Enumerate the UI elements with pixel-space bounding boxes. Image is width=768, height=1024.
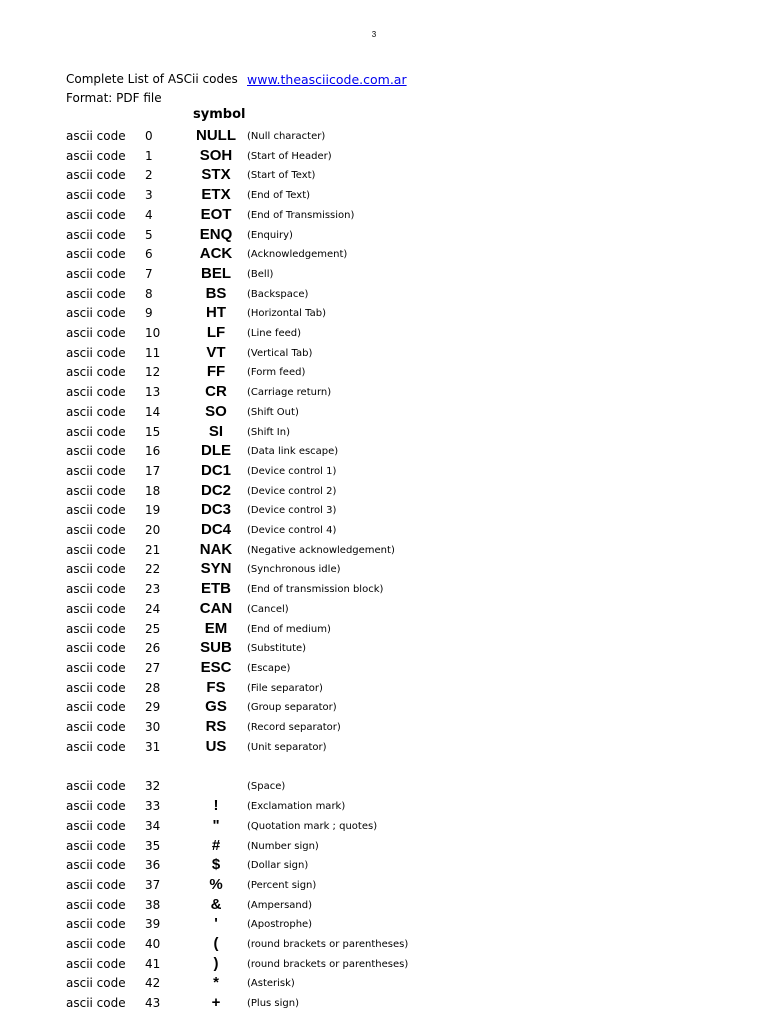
table-row (0, 442, 768, 462)
code-symbol: ESC (200, 658, 232, 676)
table-row (0, 245, 768, 265)
row-label: ascii code (66, 424, 126, 439)
code-symbol: SOH (199, 146, 233, 164)
code-description: (Start of Header) (247, 150, 332, 162)
code-number: 32 (145, 779, 161, 794)
code-number: 20 (145, 523, 161, 537)
code-symbol: NAK (199, 540, 233, 558)
code-number: 24 (145, 601, 161, 616)
table-row (0, 915, 768, 935)
code-number: 29 (145, 700, 161, 715)
code-number: 0 (145, 129, 153, 143)
table-row (0, 344, 768, 364)
code-number: 11 (145, 345, 161, 360)
code-description: (Escape) (247, 662, 291, 674)
row-label: ascii code (66, 286, 126, 301)
code-description: (Dollar sign) (247, 860, 309, 872)
code-description: (Shift In) (247, 426, 290, 438)
code-symbol: " (212, 816, 220, 834)
code-description: (Plus sign) (247, 998, 300, 1010)
code-number: 1 (145, 148, 153, 163)
code-description: (round brackets or parentheses) (247, 939, 409, 950)
code-number: 33 (145, 799, 161, 814)
code-description: (Ampersand) (247, 899, 313, 911)
code-description: (round brackets or parentheses) (247, 958, 409, 970)
code-symbol: DC3 (200, 501, 231, 519)
code-symbol: CAN (199, 599, 233, 617)
code-description: (Enquiry) (247, 229, 293, 241)
code-symbol: EM (204, 619, 228, 637)
code-number: 19 (145, 503, 161, 518)
code-number: 21 (145, 542, 161, 557)
table-row (0, 363, 768, 383)
row-label: ascii code (66, 207, 126, 222)
code-number: 16 (145, 444, 161, 459)
row-label: ascii code (66, 956, 126, 971)
code-symbol: BEL (201, 264, 231, 282)
table-row (0, 226, 768, 246)
row-label: ascii code (66, 621, 126, 636)
row-label: ascii code (66, 266, 126, 281)
table-row (0, 620, 768, 640)
row-label: ascii code (66, 660, 126, 675)
table-row (0, 856, 768, 876)
row-label: ascii code (66, 385, 126, 400)
code-number: 37 (145, 877, 161, 892)
code-number: 31 (145, 739, 161, 754)
code-number: 8 (145, 286, 153, 301)
code-number: 27 (145, 660, 161, 675)
table-row (0, 324, 768, 344)
code-symbol: SYN (200, 560, 232, 578)
table-row (0, 501, 768, 521)
code-description: (Exclamation mark) (247, 801, 346, 813)
row-label: ascii code (66, 523, 126, 537)
table-row (0, 560, 768, 580)
code-description: (Acknowledgement) (247, 249, 348, 261)
code-number: 5 (145, 227, 153, 242)
code-symbol: ! (213, 797, 219, 815)
table-row (0, 521, 768, 541)
code-number: 10 (145, 326, 161, 340)
code-description: (Space) (247, 781, 286, 793)
code-description: (Group separator) (247, 702, 337, 714)
row-label: ascii code (66, 148, 126, 163)
code-description: (Percent sign) (247, 879, 317, 891)
code-number: 35 (145, 838, 161, 853)
row-label: ascii code (66, 720, 126, 734)
row-label: ascii code (66, 818, 126, 833)
code-number: 14 (145, 404, 161, 419)
row-label: ascii code (66, 976, 126, 991)
code-symbol: ACK (199, 245, 233, 263)
code-description: (Cancel) (247, 603, 289, 615)
row-label: ascii code (66, 858, 126, 873)
code-number: 25 (145, 621, 161, 636)
code-symbol: SI (208, 422, 224, 440)
table-row (0, 994, 768, 1014)
code-description: (Synchronous idle) (247, 564, 341, 576)
code-number: 3 (145, 188, 153, 203)
code-number: 38 (145, 897, 161, 912)
code-symbol: ETX (201, 186, 231, 204)
code-description: (Bell) (247, 268, 274, 280)
code-symbol: RS (205, 718, 227, 735)
code-symbol: GS (205, 698, 227, 716)
code-symbol: NULL (196, 127, 236, 144)
code-number: 6 (145, 247, 153, 262)
row-label: ascii code (66, 365, 126, 380)
table-row (0, 679, 768, 699)
code-number: 9 (145, 306, 153, 321)
code-number: 15 (145, 424, 161, 439)
code-description: (Carriage return) (247, 387, 332, 399)
table-row (0, 580, 768, 600)
table-row (0, 482, 768, 502)
table-row (0, 147, 768, 167)
row-label: ascii code (66, 503, 126, 518)
document-title: Complete List of ASCii codes (66, 72, 238, 86)
table-row (0, 935, 768, 955)
code-number: 4 (145, 207, 153, 222)
table-row (0, 738, 768, 758)
table-row (0, 285, 768, 305)
code-symbol: % (209, 875, 223, 893)
row-label: ascii code (66, 483, 126, 498)
code-symbol: EOT (200, 205, 232, 223)
code-description: (Backspace) (247, 288, 309, 300)
code-symbol: VT (206, 343, 226, 361)
table-row (0, 265, 768, 285)
row-label: ascii code (66, 937, 126, 951)
code-number: 43 (145, 996, 161, 1011)
code-number: 26 (145, 641, 161, 656)
website-link[interactable]: www.theasciicode.com.ar (247, 72, 407, 87)
code-description: (End of Transmission) (247, 209, 355, 221)
code-description: (Device control 3) (247, 505, 337, 517)
code-symbol: ) (213, 954, 219, 972)
code-symbol: + (211, 994, 221, 1012)
row-label: ascii code (66, 877, 126, 892)
code-number: 2 (145, 168, 153, 183)
code-number: 12 (145, 365, 161, 380)
row-label: ascii code (66, 838, 126, 853)
code-symbol: DC4 (200, 521, 231, 538)
code-symbol: ETB (201, 580, 231, 598)
table-row (0, 718, 768, 738)
code-description: (Form feed) (247, 367, 306, 379)
code-symbol: DC2 (200, 481, 231, 499)
code-description: (Vertical Tab) (247, 347, 313, 359)
code-symbol: SUB (200, 639, 232, 657)
code-number: 30 (145, 720, 161, 734)
row-label: ascii code (66, 680, 126, 695)
table-row (0, 659, 768, 679)
table-row (0, 777, 768, 797)
code-description: (End of Text) (247, 190, 311, 202)
code-number: 28 (145, 680, 161, 695)
code-symbol: DLE (201, 442, 231, 460)
code-symbol: ENQ (199, 225, 233, 243)
code-symbol: & (210, 895, 222, 913)
table-row (0, 797, 768, 817)
row-label: ascii code (66, 129, 126, 143)
table-row (0, 462, 768, 482)
code-number: 40 (145, 937, 161, 951)
table-row (0, 600, 768, 620)
table-row (0, 837, 768, 857)
table-row (0, 304, 768, 324)
row-label: ascii code (66, 897, 126, 912)
code-description: (Line feed) (247, 328, 301, 339)
code-symbol: $ (211, 856, 221, 874)
code-description: (Quotation mark ; quotes) (247, 820, 378, 832)
code-description: (Shift Out) (247, 406, 299, 418)
row-label: ascii code (66, 404, 126, 419)
code-description: (Null character) (247, 131, 326, 142)
code-symbol: DC1 (200, 461, 231, 479)
code-description: (Substitute) (247, 643, 307, 655)
code-symbol: * (213, 974, 219, 992)
table-row (0, 698, 768, 718)
code-description: (End of transmission block) (247, 584, 384, 596)
code-description: (Horizontal Tab) (247, 308, 326, 320)
row-label: ascii code (66, 700, 126, 715)
code-symbol: # (211, 836, 221, 854)
code-symbol: STX (201, 166, 231, 184)
table-row (0, 403, 768, 423)
table-row (0, 541, 768, 561)
code-description: (End of medium) (247, 623, 331, 635)
table-row (0, 955, 768, 975)
table-row (0, 206, 768, 226)
row-label: ascii code (66, 463, 126, 478)
row-label: ascii code (66, 326, 126, 340)
code-description: (Record separator) (247, 722, 341, 733)
row-label: ascii code (66, 641, 126, 656)
code-number: 18 (145, 483, 161, 498)
code-description: (Data link escape) (247, 446, 339, 458)
row-label: ascii code (66, 917, 126, 932)
row-label: ascii code (66, 996, 126, 1011)
code-number: 23 (145, 582, 161, 597)
row-label: ascii code (66, 799, 126, 814)
code-description: (Number sign) (247, 840, 319, 852)
page-number: 3 (371, 30, 377, 39)
code-description: (Device control 1) (247, 465, 337, 477)
code-number: 41 (145, 956, 161, 971)
code-symbol: FF (206, 363, 226, 381)
code-number: 13 (145, 385, 161, 400)
code-symbol: US (205, 737, 227, 755)
format-note: Format: PDF file (66, 91, 162, 105)
code-description: (Apostrophe) (247, 919, 313, 931)
code-number: 42 (145, 976, 161, 991)
code-number: 7 (145, 266, 153, 281)
table-row (0, 383, 768, 403)
row-label: ascii code (66, 168, 126, 183)
row-label: ascii code (66, 188, 126, 203)
code-symbol: ' (214, 915, 218, 933)
code-number: 36 (145, 858, 161, 873)
code-number: 22 (145, 562, 161, 577)
table-row (0, 974, 768, 994)
row-label: ascii code (66, 542, 126, 557)
code-symbol: BS (205, 284, 227, 302)
code-symbol: HT (206, 304, 226, 322)
code-description: (Asterisk) (247, 978, 295, 990)
row-label: ascii code (66, 306, 126, 321)
code-number: 39 (145, 917, 161, 932)
code-description: (File separator) (247, 682, 323, 694)
table-row (0, 876, 768, 896)
table-row (0, 166, 768, 186)
row-label: ascii code (66, 247, 126, 262)
code-symbol: CR (205, 383, 227, 401)
code-number: 17 (145, 463, 161, 478)
table-row (0, 127, 768, 147)
code-description: (Unit separator) (247, 741, 327, 753)
table-row (0, 639, 768, 659)
table-row (0, 423, 768, 443)
code-symbol: SO (205, 402, 227, 420)
code-description: (Device control 4) (247, 525, 337, 536)
code-symbol: FS (206, 678, 226, 696)
symbol-column-heading: symbol (193, 107, 246, 122)
code-symbol: ( (213, 935, 219, 952)
row-label: ascii code (66, 444, 126, 459)
row-label: ascii code (66, 779, 126, 794)
code-symbol: LF (206, 324, 226, 341)
table-row (0, 817, 768, 837)
row-label: ascii code (66, 582, 126, 597)
row-label: ascii code (66, 601, 126, 616)
row-label: ascii code (66, 227, 126, 242)
code-description: (Start of Text) (247, 170, 316, 182)
code-description: (Negative acknowledgement) (247, 544, 395, 556)
code-description: (Device control 2) (247, 485, 337, 497)
table-row (0, 896, 768, 916)
table-row (0, 186, 768, 206)
row-label: ascii code (66, 345, 126, 360)
row-label: ascii code (66, 739, 126, 754)
row-label: ascii code (66, 562, 126, 577)
code-number: 34 (145, 818, 161, 833)
